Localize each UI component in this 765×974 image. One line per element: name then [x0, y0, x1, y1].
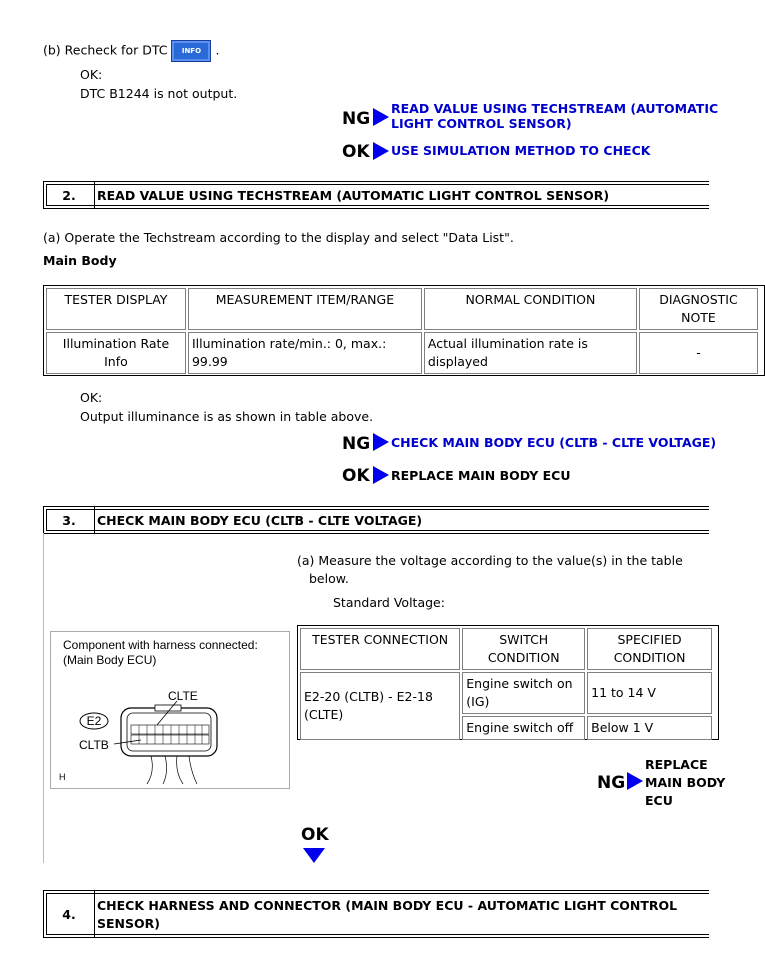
- step-2-title: READ VALUE USING TECHSTREAM (AUTOMATIC LIGHT CONTROL SENSOR): [97, 187, 610, 203]
- step-2-ok-text: Output illuminance is as shown in table above.: [80, 409, 374, 424]
- step-3-instruction: (a) Measure the voltage according to the value(s) in the table below.: [297, 553, 683, 586]
- ok-label-2: OK: [342, 466, 370, 486]
- diagram-label-e2: E2: [86, 714, 102, 728]
- th-tester-display: TESTER DISPLAY: [46, 288, 186, 330]
- th-diagnostic-note: DIAGNOSTIC NOTE: [639, 288, 758, 330]
- td-switch-on: Engine switch on (IG): [462, 672, 585, 714]
- step-4-title-line1: CHECK HARNESS AND CONNECTOR (MAIN BODY ECU - AUTOMATIC LIGHT CONTROL: [97, 898, 678, 913]
- ng-link-3-wrap: [645, 756, 726, 812]
- step-3-number: 3.: [44, 507, 95, 533]
- ok-text: DTC B1244 is not output.: [80, 86, 238, 101]
- ng-label: NG: [342, 109, 371, 129]
- td-spec-off: Below 1 V: [587, 716, 712, 740]
- ng-link-2[interactable]: CHECK MAIN BODY ECU (CLTB - CLTE VOLTAGE): [391, 435, 717, 450]
- step-2-instruction: (a) Operate the Techstream according to the display and select "Data List".: [43, 230, 514, 245]
- td-spec-on: 11 to 14 V: [587, 672, 712, 714]
- recheck-period: .: [215, 42, 220, 58]
- step-4-number: 4.: [44, 891, 95, 937]
- ng-arrow-icon-3: [627, 772, 643, 790]
- recheck-label: (b) Recheck for DTC: [43, 42, 168, 58]
- td-tester-connection: E2-20 (CLTB) - E2-18 (CLTE): [300, 672, 460, 740]
- recheck-line: [43, 40, 219, 62]
- diagram-caption-2: (Main Body ECU): [63, 653, 157, 667]
- standard-voltage-label: Standard Voltage:: [333, 595, 445, 610]
- ng-arrow-icon: [373, 108, 389, 126]
- th-switch-condition: SWITCH CONDITION: [462, 628, 585, 670]
- voltage-table: [298, 626, 714, 742]
- diagram-label-cltb: CLTB: [79, 738, 109, 752]
- td-diagnostic-note: -: [639, 332, 758, 374]
- ok-label-result1: OK: [342, 142, 370, 162]
- ng-link-wrap: [391, 101, 719, 137]
- td-normal-condition: Actual illumination rate is displayed: [424, 332, 637, 374]
- ng-label-3: NG: [597, 773, 626, 793]
- ng-link[interactable]: READ VALUE USING TECHSTREAM (AUTOMATIC LIGHT CONTROL SENSOR): [391, 101, 719, 131]
- ok-arrow-icon: [373, 142, 389, 160]
- ok-arrow-icon-2: [373, 466, 389, 484]
- voltage-table-wrap: [297, 625, 709, 741]
- step-4-header: [43, 890, 725, 938]
- main-body-heading: Main Body: [43, 253, 117, 268]
- step-3-header: [43, 506, 725, 534]
- diagram-label-h: H: [59, 772, 66, 782]
- ok-down-arrow-icon: [303, 848, 325, 863]
- td-switch-off: Engine switch off: [462, 716, 585, 740]
- diagram-label-clte: CLTE: [168, 689, 198, 703]
- connector-diagram: [50, 631, 290, 789]
- th-specified-condition: SPECIFIED CONDITION: [587, 628, 712, 670]
- step-2-ok-label: OK:: [80, 390, 103, 405]
- th-normal-condition: NORMAL CONDITION: [424, 288, 637, 330]
- ng-arrow-icon-2: [373, 433, 389, 451]
- th-measurement: MEASUREMENT ITEM/RANGE: [188, 288, 422, 330]
- diagram-caption-1: Component with harness connected:: [63, 638, 258, 652]
- connector-drawing: [51, 632, 289, 788]
- data-list-table-wrap: [43, 285, 738, 377]
- ok-label-3: OK: [301, 825, 329, 845]
- ok-link-2[interactable]: REPLACE MAIN BODY ECU: [391, 468, 571, 483]
- ng-link-2-wrap: [391, 435, 717, 453]
- ng-label-2: NG: [342, 434, 371, 454]
- ng-link-3-line1: REPLACE: [645, 757, 708, 772]
- ok-label: OK:: [80, 67, 103, 82]
- step-2-header: [43, 181, 725, 209]
- th-tester-connection: TESTER CONNECTION: [300, 628, 460, 670]
- data-list-table: [44, 286, 760, 376]
- info-button[interactable]: INFO: [171, 40, 211, 62]
- ng-link-3-line3: ECU: [645, 793, 673, 808]
- step-4-title: [97, 897, 677, 933]
- step-4-title-line2: SENSOR): [97, 916, 160, 931]
- ng-link-3[interactable]: [645, 756, 726, 810]
- td-tester-display: Illumination Rate Info: [46, 332, 186, 374]
- step-3-title: CHECK MAIN BODY ECU (CLTB - CLTE VOLTAGE): [97, 512, 423, 528]
- step-2-number: 2.: [44, 182, 95, 208]
- td-measurement: Illumination rate/min.: 0, max.: 99.99: [188, 332, 422, 374]
- ok-link[interactable]: USE SIMULATION METHOD TO CHECK: [391, 143, 651, 158]
- ng-link-3-line2: MAIN BODY: [645, 775, 726, 790]
